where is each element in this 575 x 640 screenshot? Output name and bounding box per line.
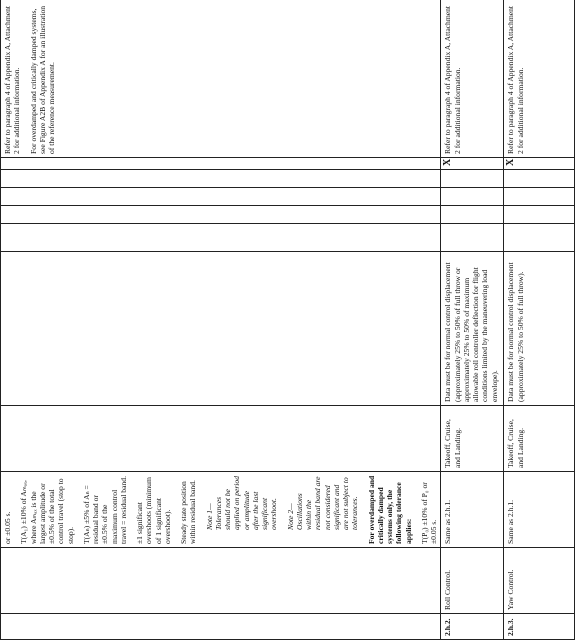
test-name-cell: [1, 548, 441, 614]
level-mark: X: [504, 158, 575, 170]
test-details-cell: Data must be for normal control displacement (approximately 25% to 50% of full throw).: [504, 252, 575, 406]
test-name-cell: Yaw Control.: [504, 548, 575, 614]
empty-cell: [441, 206, 504, 224]
empty-cell: [504, 224, 575, 252]
flight-conditions-cell: [1, 406, 441, 472]
empty-cell: [1, 170, 441, 188]
flight-conditions-cell: Takeoff, Cruise, and Landing.: [504, 406, 575, 472]
remarks-cell: Refer to paragraph 4 of Appendix A, Attachment 2 for additional information.: [441, 0, 504, 158]
remarks-cell: Refer to paragraph 4 of Appendix A, Attachment 2 for additional information.: [504, 0, 575, 158]
tolerance-overdamped-heading: For overdamped and critically damped systems only, the following tolerance applies:: [366, 475, 413, 544]
remarks-cell: [1, 0, 441, 158]
empty-cell: [504, 188, 575, 206]
level-mark-cell: [1, 158, 441, 170]
empty-cell: [441, 224, 504, 252]
tolerance-line: or ±0.05 s.: [3, 511, 12, 544]
tolerance-note-1: Note 1—Tolerances should not be applied on period or amplitude after the last significant overshoot.: [204, 476, 279, 530]
empty-cell: [441, 170, 504, 188]
tolerance-note-2: Note 2—Oscillations within the residual band are not considered significant and are not subject to tolerances.: [285, 476, 360, 530]
test-number-cell: 2.h.2.: [441, 614, 504, 640]
empty-cell: [504, 206, 575, 224]
empty-cell: [1, 188, 441, 206]
tolerance-line: T(Aₙ) ±5% of Aₙ = residual band or ±0.5% of the maximum control travel = residual band.: [81, 476, 128, 544]
table-row: [504, 0, 575, 640]
flight-conditions-cell: Takeoff, Cruise, and Landing.: [441, 406, 504, 472]
test-number-cell: [1, 614, 441, 640]
empty-cell: [504, 170, 575, 188]
test-name-cell: Roll Control.: [441, 548, 504, 614]
empty-cell: [1, 206, 441, 224]
tolerance-cell: [1, 472, 441, 548]
test-details-cell: Data must be for normal control displacement (approximately 25% to 50% of full throw or approximately 25% to 50% of maximum allowable roll controller deflection for flight conditions limited by the maneuvering load envelope).: [441, 252, 504, 406]
tolerance-line: Steady state position within residual band.: [179, 480, 198, 544]
tolerance-cell: Same as 2.h.1.: [441, 472, 504, 548]
test-number-cell: 2.h.3.: [504, 614, 575, 640]
tolerance-line: T(P₀) ±10% of P₀ or ±0.05 s.: [419, 482, 438, 544]
table-row: [441, 0, 504, 640]
empty-cell: [1, 224, 441, 252]
remarks-paragraph: Refer to paragraph 4 of Appendix A, Attachment 2 for additional information.: [3, 5, 22, 154]
tolerance-line: T(A₁) ±10% of Aₘₐₓ, where Aₘₐₓ is the largest amplitude or ±0.5% of the total control travel (stop to stop).: [19, 478, 75, 544]
level-mark: X: [441, 158, 504, 170]
test-details-cell: [1, 252, 441, 406]
tolerance-cell: Same as 2.h.1.: [504, 472, 575, 548]
table-row: [1, 0, 441, 640]
empty-cell: [441, 188, 504, 206]
tolerance-line: ±1 significant overshoots (minimum of 1 significant overshoot).: [135, 477, 172, 544]
remarks-paragraph: For overdamped and critically damped systems, see Figure A2B of Appendix A for an illustration of the reference measurement.: [28, 5, 56, 154]
